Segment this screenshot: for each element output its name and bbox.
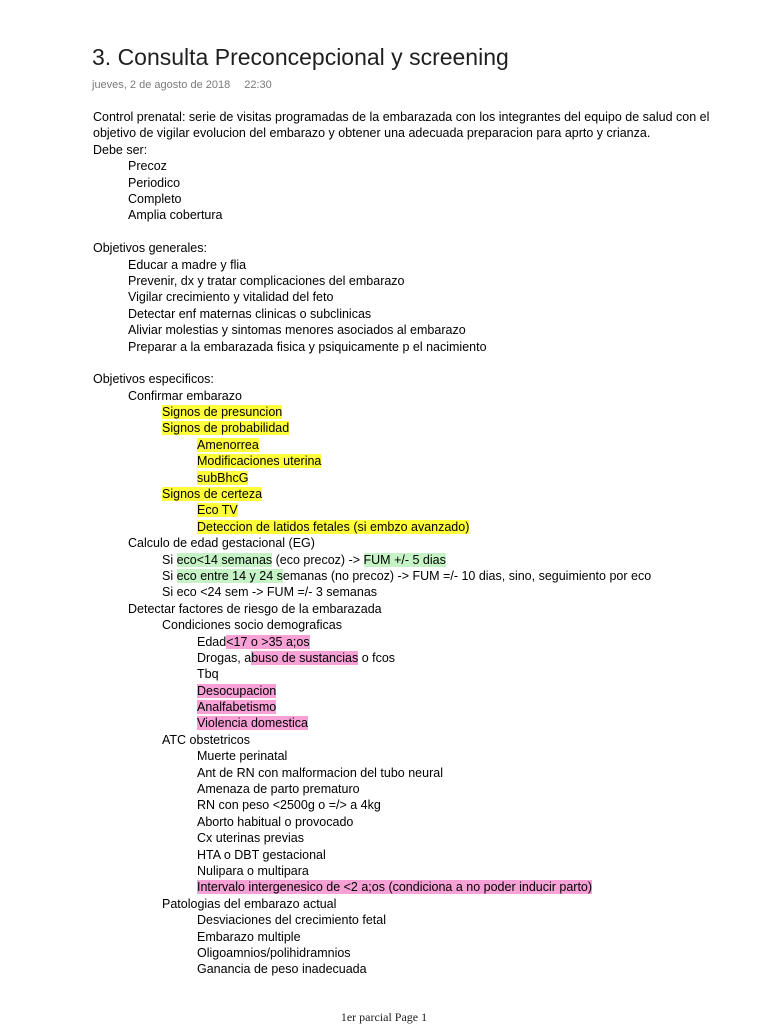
note-body — [93, 109, 743, 978]
atc-item: Aborto habitual o provocado — [197, 814, 354, 829]
socio-demograficas-label: Condiciones socio demograficas — [162, 618, 342, 633]
certeza-item: Eco TV — [197, 503, 238, 518]
page-time: 22:30 — [244, 79, 272, 91]
objetivo-general-item: Aliviar molestias y sintomas menores asociados al embarazo — [128, 323, 466, 338]
atc-item: Cx uterinas previas — [197, 831, 304, 846]
patologia-item: Oligoamnios/polihidramnios — [197, 945, 351, 960]
page-title: 3. Consulta Preconcepcional y screening — [92, 44, 509, 70]
edad-item: Edad<17 o >35 a;os — [197, 634, 310, 649]
signos-certeza: Signos de certeza — [162, 487, 263, 502]
atc-obstetricos-label: ATC obstetricos — [162, 732, 250, 747]
intervalo-highlight: Intervalo intergenesico de <2 a;os (condiciona a no poder inducir parto) — [197, 880, 593, 895]
eg-line-24: Si eco <24 sem -> FUM =/- 3 semanas — [162, 585, 378, 600]
patologia-item: Embarazo multiple — [197, 929, 301, 944]
abuso-highlight: buso de sustancias — [251, 650, 359, 665]
tbq-item: Tbq — [197, 667, 219, 682]
objetivo-general-item: Educar a madre y flia — [128, 257, 247, 272]
objetivo-general-item: Detectar enf maternas clinicas o subclinicas — [128, 306, 372, 321]
page-footer: 1er parcial Page 1 — [340, 1010, 428, 1024]
objetivos-generales-heading: Objetivos generales: — [93, 241, 207, 256]
socio-highlight-item: Desocupacion — [197, 683, 277, 698]
debe-ser-item: Periodico — [128, 175, 181, 190]
edad-highlight: <17 o >35 a;os — [226, 634, 310, 649]
debe-ser-heading: Debe ser: — [93, 142, 148, 157]
debe-ser-item: Completo — [128, 191, 182, 206]
probabilidad-item: Amenorrea — [197, 437, 259, 452]
eco-precoz-highlight: eco<14 semanas — [176, 552, 273, 567]
socio-highlight-item: Violencia domestica — [197, 716, 308, 731]
intro-paragraph: Control prenatal: serie de visitas programadas de la embarazada con los integrantes del equipo de salud con el objetivo de vigilar evolucion del embarazo y obtener una adecuada preparacion para aprto y crianza. — [93, 110, 710, 141]
eg-line-precoz: Si eco<14 semanas (eco precoz) -> FUM +/- 5 dias — [162, 552, 446, 567]
confirmar-embarazo-label: Confirmar embarazo — [128, 388, 242, 403]
debe-ser-item: Amplia cobertura — [128, 208, 223, 223]
fum-5-dias-highlight: FUM +/- 5 dias — [363, 552, 446, 567]
spacer — [93, 355, 743, 371]
objetivo-general-item: Preparar a la embarazada fisica y psiquicamente p el nacimiento — [128, 339, 487, 354]
atc-item: Ant de RN con malformacion del tubo neural — [197, 765, 443, 780]
signos-presuncion: Signos de presuncion — [162, 405, 283, 420]
eco-14-24-highlight: eco entre 14 y 24 s — [176, 568, 283, 583]
certeza-item: Deteccion de latidos fetales (si embzo avanzado) — [197, 519, 470, 534]
edad-gestacional-label: Calculo de edad gestacional (EG) — [128, 536, 315, 551]
factores-riesgo-label: Detectar factores de riesgo de la embarazada — [128, 601, 382, 616]
probabilidad-item: subBhcG — [197, 470, 249, 485]
socio-highlight-item: Analfabetismo — [197, 700, 277, 715]
patologias-label: Patologias del embarazo actual — [162, 896, 337, 911]
atc-item: RN con peso <2500g o =/> a 4kg — [197, 798, 381, 813]
atc-item: Muerte perinatal — [197, 749, 288, 764]
page-date: jueves, 2 de agosto de 2018 — [92, 79, 231, 91]
spacer — [93, 224, 743, 240]
objetivo-general-item: Prevenir, dx y tratar complicaciones del embarazo — [128, 273, 405, 288]
probabilidad-item: Modificaciones uterina — [197, 454, 322, 469]
debe-ser-item: Precoz — [128, 159, 167, 174]
patologia-item: Desviaciones del crecimiento fetal — [197, 913, 386, 928]
objetivo-general-item: Vigilar crecimiento y vitalidad del feto — [128, 290, 334, 305]
signos-probabilidad: Signos de probabilidad — [162, 421, 290, 436]
atc-item: HTA o DBT gestacional — [197, 847, 326, 862]
patologia-item: Ganancia de peso inadecuada — [197, 962, 367, 977]
atc-item: Nulipara o multipara — [197, 864, 309, 878]
drogas-item: Drogas, abuso de sustancias o fcos — [197, 650, 396, 665]
page-timestamp — [92, 79, 272, 91]
objetivos-especificos-heading: Objetivos especificos: — [93, 372, 214, 387]
eg-line-no-precoz: Si eco entre 14 y 24 semanas (no precoz) -> FUM =/- 10 dias, sino, seguimiento por eco — [162, 568, 652, 583]
atc-item: Amenaza de parto prematuro — [197, 782, 360, 797]
